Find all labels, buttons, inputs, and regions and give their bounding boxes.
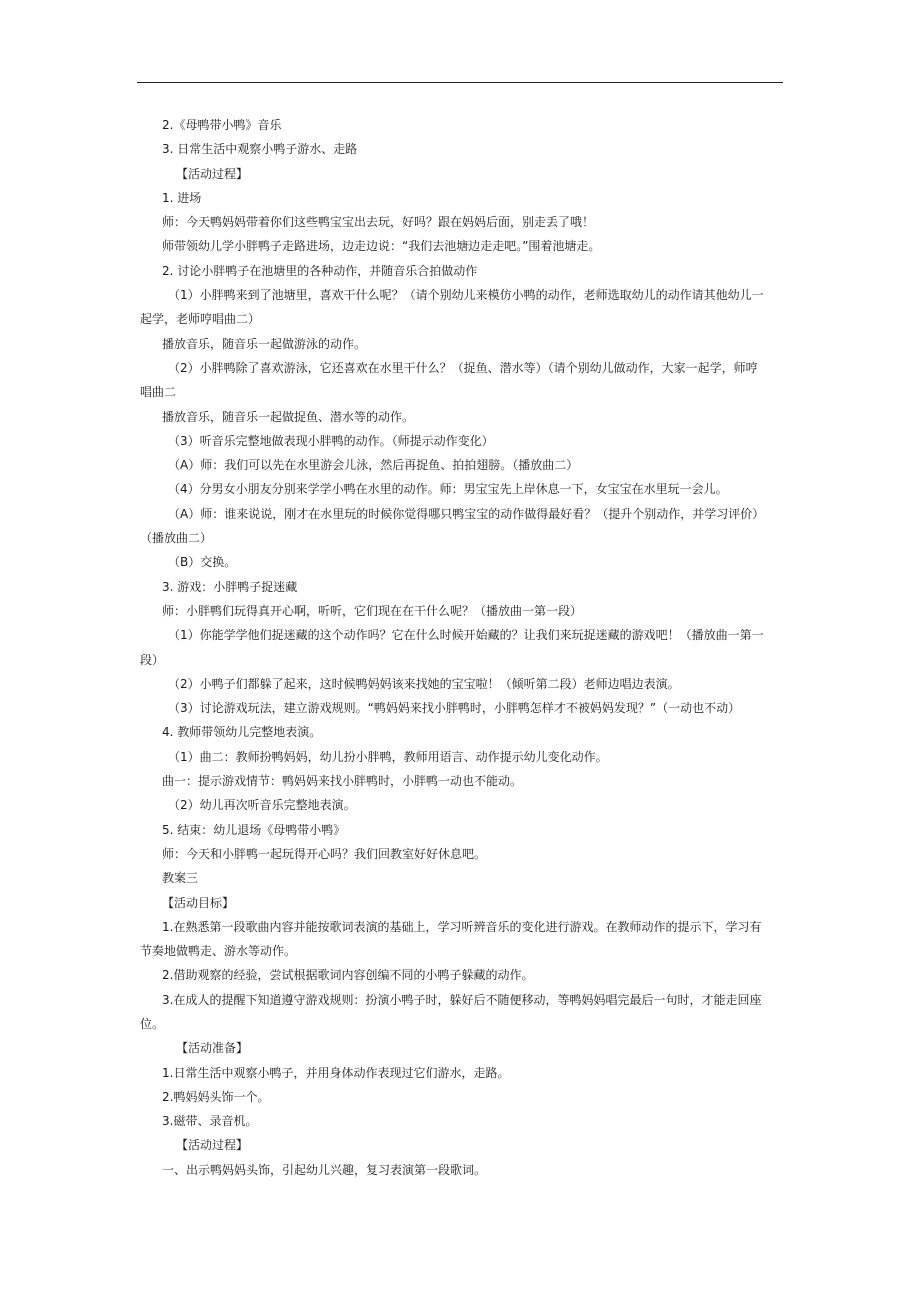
text-line: （1）你能学学他们捉迷藏的这个动作吗？它在什么时候开始藏的？让我们来玩捉迷藏的游戏吧！（播放曲一第一 (168, 628, 764, 643)
text-line: 5. 结束：幼儿退场《母鸭带小鸭》 (162, 822, 346, 837)
text-line: 3.在成人的提醒下知道遵守游戏规则：扮演小鸭子时，躲好后不随便移动，等鸭妈妈唱完最后一句时，才能走回座 (162, 992, 762, 1007)
text-line: 【活动准备】 (176, 1041, 249, 1056)
text-line: 【活动过程】 (176, 1138, 249, 1153)
text-line: （A）师：我们可以先在水里游会儿泳，然后再捉鱼、拍拍翅膀。（播放曲二） (168, 458, 579, 473)
text-line: 教案三 (162, 871, 199, 886)
text-line: 师：今天和小胖鸭一起玩得开心吗？我们回教室好好休息吧。 (162, 846, 487, 861)
text-line: 师带领幼儿学小胖鸭子走路进场，边走边说：“我们去池塘边走走吧。”围着池塘走。 (162, 239, 601, 254)
text-line: 段） (140, 652, 165, 667)
text-line: 曲一：提示游戏情节：鸭妈妈来找小胖鸭时，小胖鸭一动也不能动。 (162, 774, 523, 789)
text-line: 3. 游戏：小胖鸭子捉迷藏 (162, 579, 298, 594)
text-line: 一、出示鸭妈妈头饰，引起幼儿兴趣，复习表演第一段歌词。 (162, 1162, 487, 1177)
text-line: （1）曲二：教师扮鸭妈妈，幼儿扮小胖鸭，教师用语言、动作提示幼儿变化动作。 (168, 749, 608, 764)
text-line: 1.日常生活中观察小鸭子，并用身体动作表现过它们游水，走路。 (162, 1065, 510, 1080)
text-line: （2）小鸭子们都躲了起来，这时候鸭妈妈该来找她的宝宝啦！（倾听第二段）老师边唱边表演。 (168, 676, 680, 691)
text-line: 2.鸭妈妈头饰一个。 (162, 1089, 270, 1104)
text-line: 2.《母鸭带小鸭》音乐 (162, 118, 282, 132)
text-line: 播放音乐，随音乐一起做游泳的动作。 (162, 336, 367, 351)
text-line: 3. 日常生活中观察小鸭子游水、走路 (162, 142, 358, 157)
text-line: （B）交换。 (168, 555, 237, 570)
text-line: 1. 进场 (162, 190, 202, 205)
text-line: 唱曲二 (140, 385, 177, 400)
text-line: 起学，老师哼唱曲二） (140, 312, 261, 327)
text-line: （1）小胖鸭来到了池塘里，喜欢干什么呢？（请个别幼儿来模仿小鸭的动作，老师选取幼儿的动作请其他幼儿一 (168, 288, 764, 303)
text-line: 播放音乐，随音乐一起做捉鱼、潜水等的动作。 (162, 409, 415, 424)
text-line: 3.磁带、录音机。 (162, 1114, 258, 1129)
text-line: （4）分男女小朋友分别来学学小鸭在水里的动作。师：男宝宝先上岸休息一下，女宝宝在水里玩一会儿。 (168, 482, 728, 497)
text-line: 位。 (140, 1016, 165, 1031)
text-line: （播放曲二） (140, 531, 213, 546)
text-line: 1.在熟悉第一段歌曲内容并能按歌词表演的基础上，学习听辨音乐的变化进行游戏。在教师动作的提示下，学习有 (162, 919, 762, 934)
text-line: 师：今天鸭妈妈带着你们这些鸭宝宝出去玩，好吗？跟在妈妈后面，别走丢了哦！ (162, 215, 595, 230)
text-line: （2）小胖鸭除了喜欢游泳，它还喜欢在水里干什么？（捉鱼、潜水等）（请个别幼儿做动作，大家一起学，师哼 (168, 360, 758, 375)
text-line: （3）讨论游戏玩法，建立游戏规则。“鸭妈妈来找小胖鸭时，小胖鸭怎样才不被妈妈发现？”（一动也不动） (168, 701, 741, 716)
text-line: 2.借助观察的经验，尝试根据歌词内容创编不同的小鸭子躲藏的动作。 (162, 968, 534, 983)
text-line: 2. 讨论小胖鸭子在池塘里的各种动作，并随音乐合拍做动作 (162, 263, 478, 278)
document-body (140, 113, 780, 1182)
text-line: 4. 教师带领幼儿完整地表演。 (162, 725, 322, 740)
text-line: 师：小胖鸭们玩得真开心啊，听听，它们现在在干什么呢？（播放曲一第一段） (162, 603, 583, 618)
text-line: 【活动过程】 (176, 166, 249, 181)
text-line: （2）幼儿再次听音乐完整地表演。 (168, 798, 356, 813)
header-rule (137, 82, 783, 83)
text-line: （3）听音乐完整地做表现小胖鸭的动作。（师提示动作变化） (168, 433, 494, 448)
text-line: 节奏地做鸭走、游水等动作。 (140, 944, 297, 959)
text-line: （A）师：谁来说说，刚才在水里玩的时候你觉得哪只鸭宝宝的动作做得最好看？（提升个别动作，并学习评价） (168, 506, 765, 521)
text-line: 【活动目标】 (162, 895, 235, 910)
